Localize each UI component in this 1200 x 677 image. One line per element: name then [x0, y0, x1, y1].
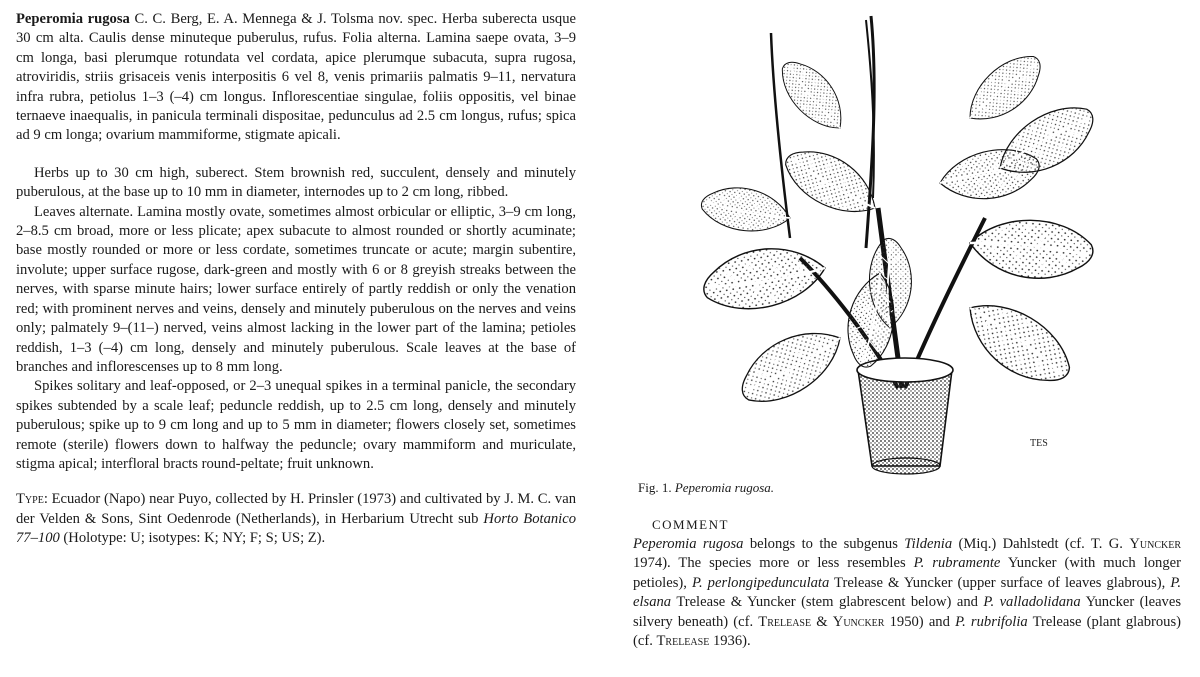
horto-botanico: Horto Botanico 77–100 [16, 510, 576, 547]
comment-heading: COMMENT [652, 517, 729, 532]
type-specimen: Type: Ecuador (Napo) near Puyo, collected by H. Prinsler (1973) and cultivated by J. M. C. van der Velden & Sons, Sint Oedenrode (Netherlands), in Herbarium Utrecht sub Horto Botanico 77–100 (Holotype: U; isotypes: K; NY; F; S; US; Z). [16, 491, 576, 547]
latin-text: C. C. Berg, E. A. Mennega & J. Tolsma nov. spec. Herba suberecta usque 30 cm alta. Caulis dense minuteque puberulus, rufus. Folia alterna. Lamina saepe ovata, 3–9 cm longa, basi plerumque rotundata vel cordata, apice plerumque subacuta, supra rugosa, atroviridis, striis grisaceis venis interpositis 6 vel 8, venis primariis palmatis 9–11, nervatura infra rubra, petiolus 1–3 (–4) cm longus. Inflorescentiae singulae, foliis oppositis, vel binae ternaeve inaequalis, in panicula terminali dispositae, pedunculus ad 2.5 cm longus, rufus; spica ad 9 cm longa; ovarium mammiforme, stigmate apicali. [16, 11, 576, 144]
description-leaves: Leaves alternate. Lamina mostly ovate, sometimes almost orbicular or elliptic, 3–9 cm long, 2–8.5 cm broad, more or less plicate; apex subacute to almost rounded or shortly acuminate; base mostly rounded or more or less cordate, sometimes truncate or acute; margin subentire, involute; upper surface rugose, dark-green and mostly with 6 or 8 greyish streaks between the nerves, with sparse minute hairs; lower surface entirely of partly reddish or only the venation red; with prominent nerves and veins, densely and minutely puberulous on the nerves and veins only; palmately 9–(11–) nerved, veins almost lacking in the lower part of the lamina; petioles reddish, 1–3 (–4) cm long, densely and minutely puberulous. Scale leaves at the base of branches and inflorescenses up to 8 mm long. [16, 203, 576, 375]
illustrator-signature: TES [1030, 438, 1048, 449]
figure-caption: Fig. 1. Peperomia rugosa. [638, 480, 775, 495]
description-stem: Herbs up to 30 cm high, suberect. Stem brownish red, succulent, densely and minutely puberulous, at the base up to 10 mm in diameter, internodes up to 2 cm long, ribbed. [16, 164, 576, 201]
description-spikes: Spikes solitary and leaf-opposed, or 2–3 unequal spikes in a terminal panicle, the secondary spikes subtended by a scale leaf; peduncle reddish, up to 2.5 cm long, densely and minutely puberulous; spike up to 9 cm long and up to 5 mm in diameter; flowers closely set, sometimes remote (sterile) flowers down to halfway the peduncle; ovary mammiform and muriculate, stigma apical; interfloral bracts round-peltate; fruit unknown. [16, 378, 576, 472]
type-label: Type [16, 491, 44, 508]
caption-species: Peperomia rugosa. [674, 480, 775, 495]
latin-diagnosis [16, 10, 576, 146]
peperomia-drawing [640, 8, 1195, 478]
comment-body: Peperomia rugosa belongs to the subgenus Tildenia (Miq.) Dahlstedt (cf. T. G. Yuncker 1974). The species more or less resembles P. rubramente Yuncker (with much longer petioles), P. perlongipedunculata Trelease & Yuncker (upper surface of leaves glabrous), P. elsana Trelease & Yuncker (stem glabrescent below) and P. valladolidana Yuncker (leaves silvery beneath) (cf. Trelease & Yuncker 1950) and P. rubrifolia Trelease (plant glabrous) (cf. Trelease 1936). [633, 536, 1182, 650]
plant-illustration [640, 8, 1195, 478]
species-name: Peperomia rugosa [16, 11, 130, 27]
species-description [16, 10, 576, 549]
